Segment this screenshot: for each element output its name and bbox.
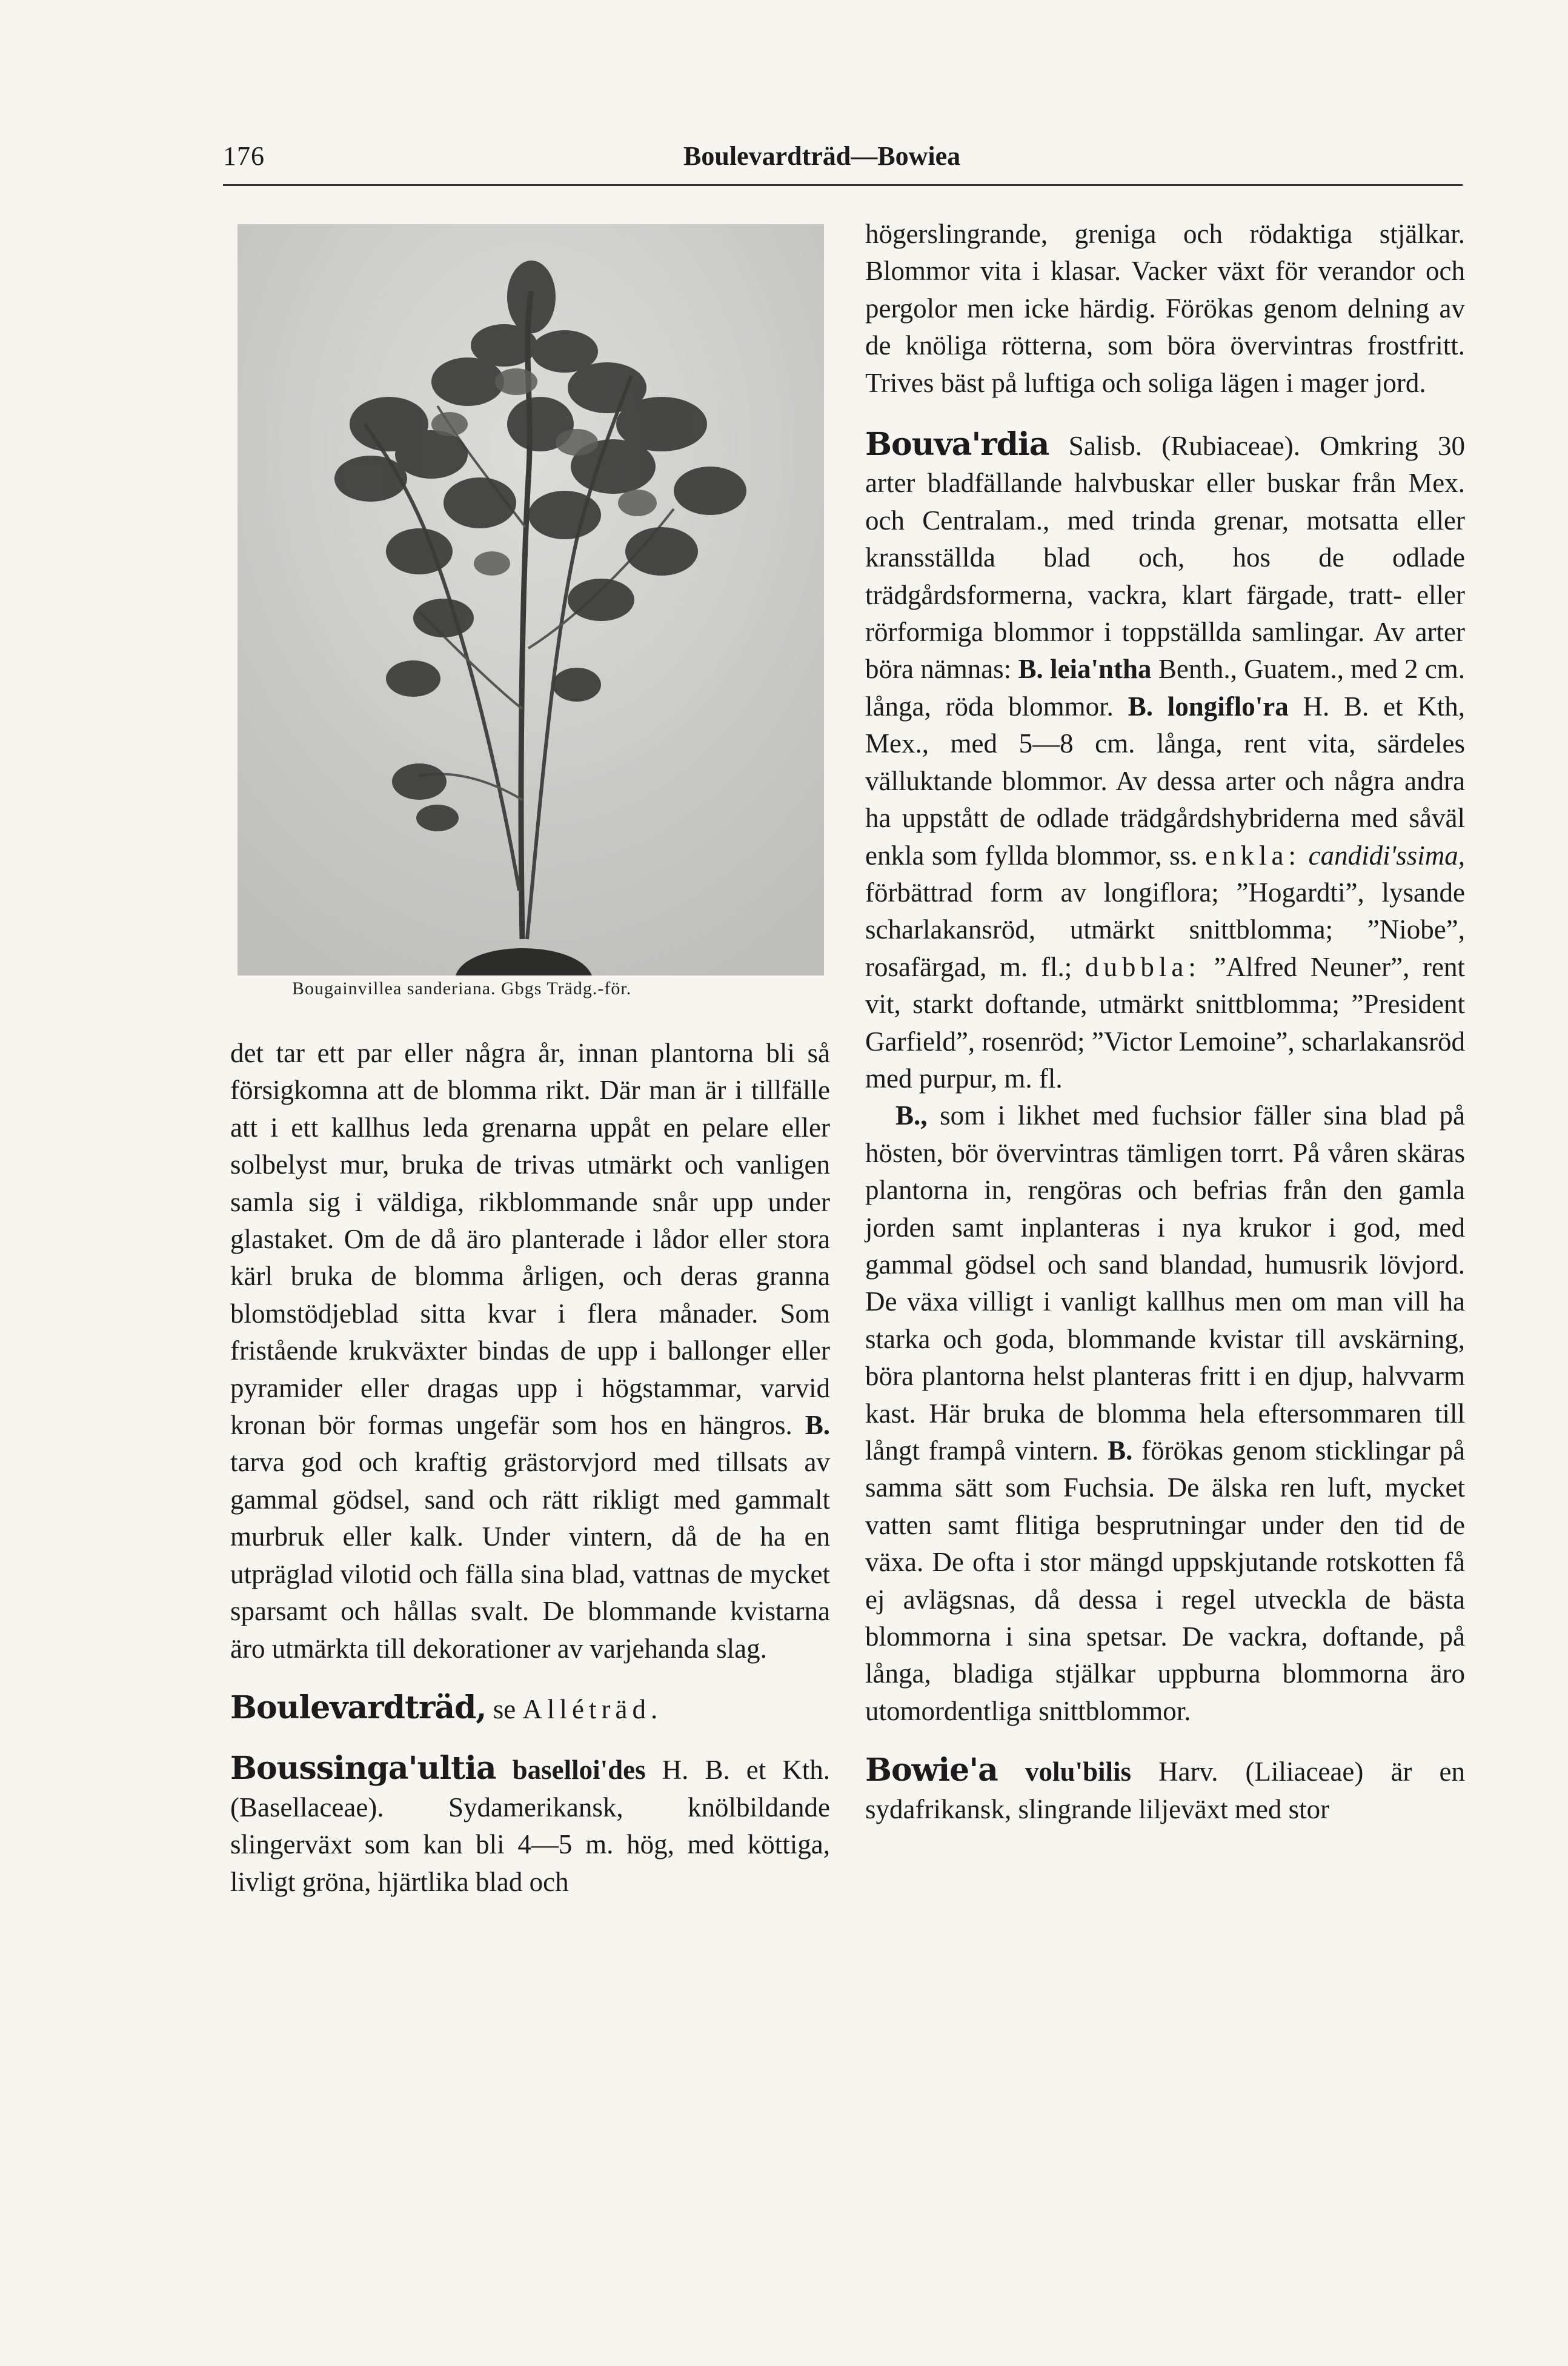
cross-reference: Alléträd. bbox=[522, 1693, 663, 1724]
paragraph-bouvardia-culture bbox=[865, 1097, 1465, 1730]
headword: Bouva'rdia bbox=[865, 426, 1049, 464]
figure bbox=[238, 224, 824, 1006]
genus-abbrev: B. bbox=[1108, 1435, 1133, 1466]
paragraph-text: tarva god och kraftig grästorvjord med tillsats av gammal gödsel, sand och rätt rikligt med gammalt murbruk eller kalk. Under vintern, då de ha en utpräglad vilotid och fälla sina blad, vattnas de mycket sparsamt och hållas svalt. De blommande kvistarna äro utmärkta till dekorationer av varjehanda slag. bbox=[230, 1447, 830, 1664]
spaced-label: dubbla: bbox=[1085, 951, 1201, 982]
see-label: se bbox=[493, 1693, 516, 1724]
headword: Boussinga'ultia bbox=[230, 1750, 496, 1787]
genus-abbrev: B., bbox=[895, 1100, 928, 1131]
entry-text: Salisb. (Rubiaceae). Omkring 30 arter bladfällande halvbuskar eller buskar från Mex. och Centralam., med trinda grenar, motsatta eller kransställda blad och, hos de odlade trädgårdsformerna, vackra, klart färgade, tratt- eller rörformiga blommor i toppställda samlingar. Av arter böra nämnas: bbox=[865, 431, 1466, 685]
entry-boulevardtrad bbox=[230, 1689, 830, 1728]
spaced-label: enkla: bbox=[1205, 840, 1301, 871]
plant-photo bbox=[238, 224, 824, 975]
paragraph-text: det tar ett par eller några år, innan plantorna bli så försigkomna att de blomma rikt. Där man är i tillfälle att i ett kallhus leda grenarna uppåt en pelare eller solbelyst mur, bruka de trivas utmärkt och vanligen samla sig i väldiga, rikblommande snår upp under glastaket. Om de då äro planterade i lådor eller stora kärl bruka de blomma årligen, och deras granna blomstödjeblad sitta kvar i flera månader. Som fristående krukväxter bindas de upp i ballonger eller pyramider eller dragas upp i högstammar, varvid kronan bör formas ungefär som hos en hängros. bbox=[230, 1038, 830, 1441]
entry-bowiea bbox=[865, 1752, 1465, 1828]
paragraph-text: högerslingrande, greniga och rödaktiga stjälkar. Blommor vita i klasar. Vacker växt för verandor och pergolor men icke härdig. Förökas genom delning av de knöliga rötterna, som böra övervintras frostfritt. Trives bäst på luftiga och soliga lägen i mager jord. bbox=[865, 219, 1465, 398]
genus-abbrev: B. bbox=[805, 1410, 831, 1441]
paragraph-boussingaultia-continued bbox=[865, 216, 1465, 402]
entry-text: ”Alfred Neuner”, rent vit, starkt doftande, utmärkt snittblomma; ”President Garfield”, rosenröd; ”Victor Lemoine”, scharlakansröd med purpur, m. fl. bbox=[865, 951, 1466, 1094]
species-name: B. leia'ntha bbox=[1018, 654, 1152, 685]
entry-text: förbättrad form av longiflora; ”Hogardti”, lysande scharlakansröd, utmärkt snittblomma; ”Niobe”, rosafärgad, m. fl.; bbox=[865, 877, 1465, 982]
cultivar-name: candidi'ssima, bbox=[1308, 840, 1466, 871]
paragraph-text: förökas genom sticklingar på samma sätt som Fuchsia. De älska ren luft, mycket vatten samt flitiga besprutningar under den tid de växa. De ofta i stor mängd uppskjutande rotskotten få ej avlägsnas, då dessa i regel utveckla de bästa blommorna i sina spetsar. De vackra, doftande, på långa, bladiga stjälkar uppburna blommorna äro utomordentliga snittblommor. bbox=[865, 1435, 1466, 1726]
left-column bbox=[230, 212, 830, 1901]
species-name: B. longiflo'ra bbox=[1128, 691, 1289, 722]
entry-text: Benth., Guatem., med 2 cm. långa, röda blommor. bbox=[865, 654, 1466, 722]
entry-text: Harv. (Liliaceae) är en sydafrikansk, slingrande liljeväxt med stor bbox=[865, 1756, 1466, 1824]
running-head: Boulevardträd—Bowiea bbox=[683, 141, 961, 171]
right-column bbox=[865, 212, 1465, 1828]
entry-text: H. B. et Kth. (Basellaceae). Sydamerikansk, knölbildande slingerväxt som kan bli 4—5 m. hög, med köttiga, livligt gröna, hjärtlika blad och bbox=[230, 1755, 830, 1897]
page-header bbox=[223, 141, 1463, 186]
species-name: volu'bilis bbox=[1025, 1756, 1132, 1787]
paragraph-text: som i likhet med fuchsior fäller sina blad på hösten, bör övervintras tämligen torrt. På våren skäras plantorna in, rengöras och befrias från den gamla jorden samt inplanteras i nya krukor i god, med gammal gödsel och sand blandad, humusrik lövjord. De växa villigt i vanligt kallhus men om man vill ha starka och goda, blommande kvistar till avskärning, böra plantorna helst planteras fritt i en djup, halvvarm kast. Här bruka de blomma hela eftersommaren till långt frampå vintern. bbox=[865, 1100, 1465, 1466]
figure-caption: Bougainvillea sanderiana. Gbgs Trädg.-för. bbox=[292, 979, 632, 999]
headword: Boulevardträd, bbox=[230, 1689, 487, 1726]
entry-text: H. B. et Kth, Mex., med 5—8 cm. långa, rent vita, särdeles välluktande blommor. Av dessa arter och några andra ha uppstått de odlade trädgårdshybriderna med såväl enkla som fyllda blommor, ss. bbox=[865, 691, 1466, 871]
entry-boussingaultia bbox=[230, 1750, 830, 1901]
entry-bouvardia bbox=[865, 426, 1465, 1097]
headword: Bowie'a bbox=[865, 1752, 998, 1789]
species-name: baselloi'des bbox=[512, 1755, 646, 1786]
paragraph-bougainvillea-continued bbox=[230, 1035, 830, 1667]
page-number: 176 bbox=[223, 141, 265, 171]
